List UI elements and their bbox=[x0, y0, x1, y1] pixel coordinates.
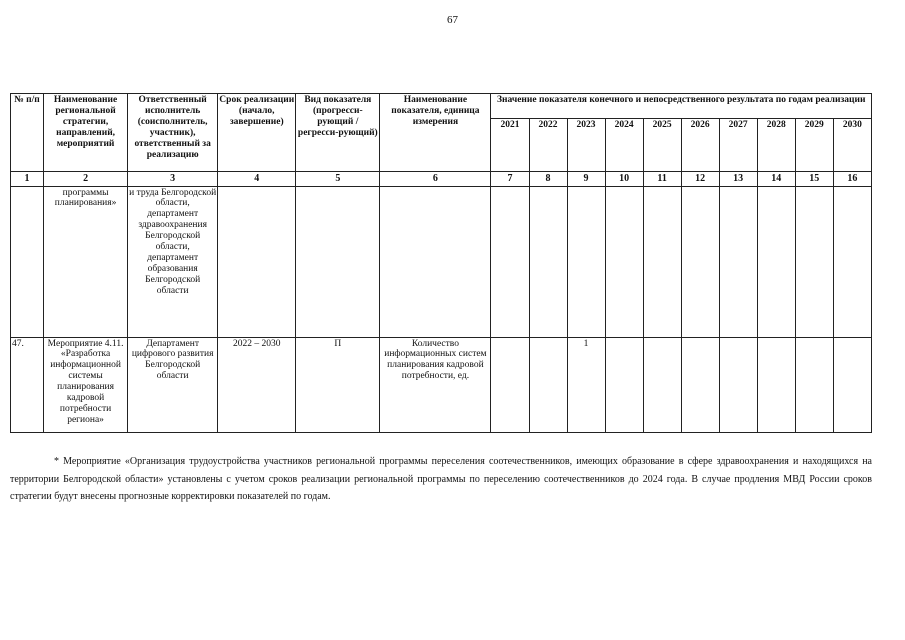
table-row bbox=[11, 337, 872, 432]
row-value bbox=[719, 337, 757, 432]
row-num bbox=[11, 186, 44, 337]
row-name: программы планирования» bbox=[44, 186, 128, 337]
row-value bbox=[795, 186, 833, 337]
row-value bbox=[681, 337, 719, 432]
column-number: 14 bbox=[757, 172, 795, 187]
row-value bbox=[643, 186, 681, 337]
row-name: Мероприятие 4.11. «Разработка информационной системы планирования кадровой потребности региона» bbox=[44, 337, 128, 432]
header-num: № п/п bbox=[11, 94, 44, 172]
header-term: Срок реализации (начало, завершение) bbox=[218, 94, 296, 172]
row-value bbox=[605, 186, 643, 337]
header-executor: Ответственный исполнитель (соисполнитель, участник), ответственный за реализацию bbox=[128, 94, 218, 172]
row-value bbox=[643, 337, 681, 432]
table-row bbox=[11, 186, 872, 337]
year-header: 2030 bbox=[833, 119, 871, 172]
row-value bbox=[491, 337, 529, 432]
column-number: 4 bbox=[218, 172, 296, 187]
row-value bbox=[795, 337, 833, 432]
row-executor: Департамент цифрового развития Белгородской области bbox=[128, 337, 218, 432]
row-term: 2022 – 2030 bbox=[218, 337, 296, 432]
row-value bbox=[491, 186, 529, 337]
year-header: 2025 bbox=[643, 119, 681, 172]
header-name: Наименование региональной стратегии, направлений, мероприятий bbox=[44, 94, 128, 172]
year-header: 2023 bbox=[567, 119, 605, 172]
row-value bbox=[529, 337, 567, 432]
column-number: 9 bbox=[567, 172, 605, 187]
column-number: 10 bbox=[605, 172, 643, 187]
column-number: 16 bbox=[833, 172, 871, 187]
row-executor: и труда Белгородской области, департамент здравоохранения Белгородской области, департамент образования Белгородской области bbox=[128, 186, 218, 337]
header-type: Вид показателя (прогресси-рующий / регресси-рующий) bbox=[296, 94, 380, 172]
year-header: 2029 bbox=[795, 119, 833, 172]
row-value bbox=[567, 186, 605, 337]
column-number: 3 bbox=[128, 172, 218, 187]
footnote: * Мероприятие «Организация трудоустройства участников региональной программы переселения соотечественников, имеющих образование в сфере здравоохранения и находящихся на территории Белгородской области» установлены с учетом сроков реализации региональной программы по переселению соотечественников до 2024 года. В случае продления МВД России сроков стратегии будут внесены прогнозные корректировки показателей по годам. bbox=[10, 456, 872, 502]
row-value bbox=[757, 337, 795, 432]
column-number: 8 bbox=[529, 172, 567, 187]
indicators-table bbox=[10, 93, 872, 433]
year-header: 2024 bbox=[605, 119, 643, 172]
year-header: 2028 bbox=[757, 119, 795, 172]
row-value bbox=[833, 186, 871, 337]
row-value bbox=[833, 337, 871, 432]
row-value bbox=[681, 186, 719, 337]
row-indicator bbox=[380, 186, 491, 337]
column-number: 11 bbox=[643, 172, 681, 187]
row-type: П bbox=[296, 337, 380, 432]
row-term bbox=[218, 186, 296, 337]
column-number: 15 bbox=[795, 172, 833, 187]
column-number: 2 bbox=[44, 172, 128, 187]
header-values-group: Значение показателя конечного и непосредственного результата по годам реализации bbox=[491, 94, 872, 119]
row-type bbox=[296, 186, 380, 337]
column-number: 5 bbox=[296, 172, 380, 187]
row-value bbox=[757, 186, 795, 337]
column-number: 13 bbox=[719, 172, 757, 187]
header-row bbox=[11, 94, 872, 119]
row-num: 47. bbox=[11, 337, 44, 432]
year-header: 2022 bbox=[529, 119, 567, 172]
year-header: 2026 bbox=[681, 119, 719, 172]
page-number: 67 bbox=[447, 14, 458, 26]
row-value: 1 bbox=[567, 337, 605, 432]
column-number-row bbox=[11, 172, 872, 187]
row-value bbox=[529, 186, 567, 337]
row-value bbox=[719, 186, 757, 337]
year-header: 2021 bbox=[491, 119, 529, 172]
year-header: 2027 bbox=[719, 119, 757, 172]
column-number: 6 bbox=[380, 172, 491, 187]
column-number: 12 bbox=[681, 172, 719, 187]
row-indicator: Количество информационных систем планирования кадровой потребности, ед. bbox=[380, 337, 491, 432]
header-indicator: Наименование показателя, единица измерения bbox=[380, 94, 491, 172]
row-value bbox=[605, 337, 643, 432]
column-number: 7 bbox=[491, 172, 529, 187]
column-number: 1 bbox=[11, 172, 44, 187]
